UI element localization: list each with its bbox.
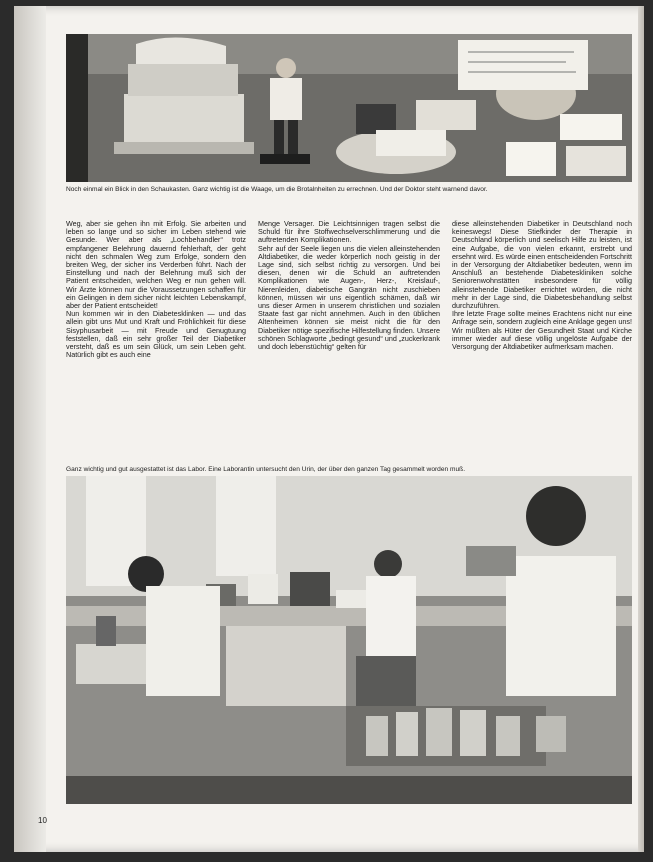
display-case-photo <box>66 34 632 182</box>
article-column-1 <box>66 220 246 359</box>
bottom-photo-caption: Ganz wichtig und gut ausgestattet ist das Labor. Eine Laborantin untersucht den Urin, der über den ganzen Tag gesammelt worden muß. <box>66 466 466 473</box>
column-1-paragraph-1: Weg, aber sie gehen ihn mit Erfolg. Sie arbeiten und leben so lange und so sicher im Leben stehend wie Gesunde. Wer aber als „Lochbehandler“ trotz empfangener Belehrung dauernd fehlerhaft, der geht nicht den schmalen Weg zum Erfolge, sondern den breiten Weg, der sicher ins Verderben führt. Nach der Einstellung und nach der Belehrung muß sich der Patient entscheiden, welchen Weg er nun gehen will. Wir Ärzte können nur die Voraussetzungen schaffen für ein Gelingen in dem sicher nicht leichten Lebenskampf, aber der Patient entscheidet! <box>66 219 246 311</box>
page-number: 10 <box>38 816 47 825</box>
column-1-paragraph-2: Nun kommen wir in den Diabetesklinken — und das allein gibt uns Mut und Kraft und Fröhlichkeit für diese Sisyphusarbeit — mit Freude und Genugtuung feststellen, daß ein sehr großer Teil der Diabetiker versteht, daß es um sein Glück, um sein Leben geht. Natürlich gibt es auch eine <box>66 309 246 360</box>
laboratory-photo <box>66 476 632 804</box>
column-3-paragraph-2: Ihre letzte Frage sollte meines Erachtens nicht nur eine Anfrage sein, sondern zugleich eine Anklage gegen uns! Wir müßten als Hüter der Gesundheit Staat und Kirche immer wieder auf diese völlig ungelöste Aufgabe der Versorgung der Altdiabetiker aufmerksam machen. <box>452 309 632 352</box>
article-column-2 <box>258 220 440 351</box>
top-photo-caption: Noch einmal ein Blick in den Schaukasten. Ganz wichtig ist die Waage, um die Brotalnheiten zu errechnen. Und der Doktor steht warnend davor. <box>66 186 488 193</box>
column-2-paragraph-1: Menge Versager. Die Leichtsinnigen tragen selbst die Schuld für ihre Stoffwechselverschlimmerung und die auftretenden Komplikationen. <box>258 219 440 245</box>
page-edge-shadow <box>638 6 644 852</box>
article-column-3 <box>452 220 632 351</box>
column-3-paragraph-1: diese alleinstehenden Diabetiker in Deutschland noch keineswegs! Diese Stiefkinder der Therapie in Deutschland körperlich und seelisch Hilfe zu leisten, ist eine Aufgabe, die von vielen erkannt, erstrebt und ersehnt wird. Es würde einen entscheidenden Fortschritt in der Versorgung der Altdiabetiker bedeuten, wenn im Anschluß an bestehende Diabeteskliniken solche Seniorenwohnstätten insbesondere für völlig alleinstehende Diabetiker errichtet würden, die nicht mehr in der Lage sind, die Diabetesbehandlung selbst durchzuführen. <box>452 219 632 311</box>
page-fold-shadow <box>14 6 46 852</box>
column-2-paragraph-2: Sehr auf der Seele liegen uns die vielen alleinstehenden Altdiabetiker, die weder körperlich noch geistig in der Lage sind, sich selbst richtig zu versorgen. Und bei diesen, denen wir die Schuld an auftretenden Komplikationen wie Augen-, Herz-, Kreislauf-, Nierenleiden, diabetische Gangrän nicht zuschieben können, müssen wir uns eigentlich schämen, daß wir uns dieser Armen in unserem christlichen und sozialen Staate fast gar nicht annehmen. Auch in den üblichen Altenheimen können sie meist nicht die für den Diabetiker nötige spezifische Hilfestellung finden. Unsere schönen Schlagworte „bedingt gesund“ und „zuckerkrank und doch lebenstüchtig“ gelten für <box>258 243 440 352</box>
